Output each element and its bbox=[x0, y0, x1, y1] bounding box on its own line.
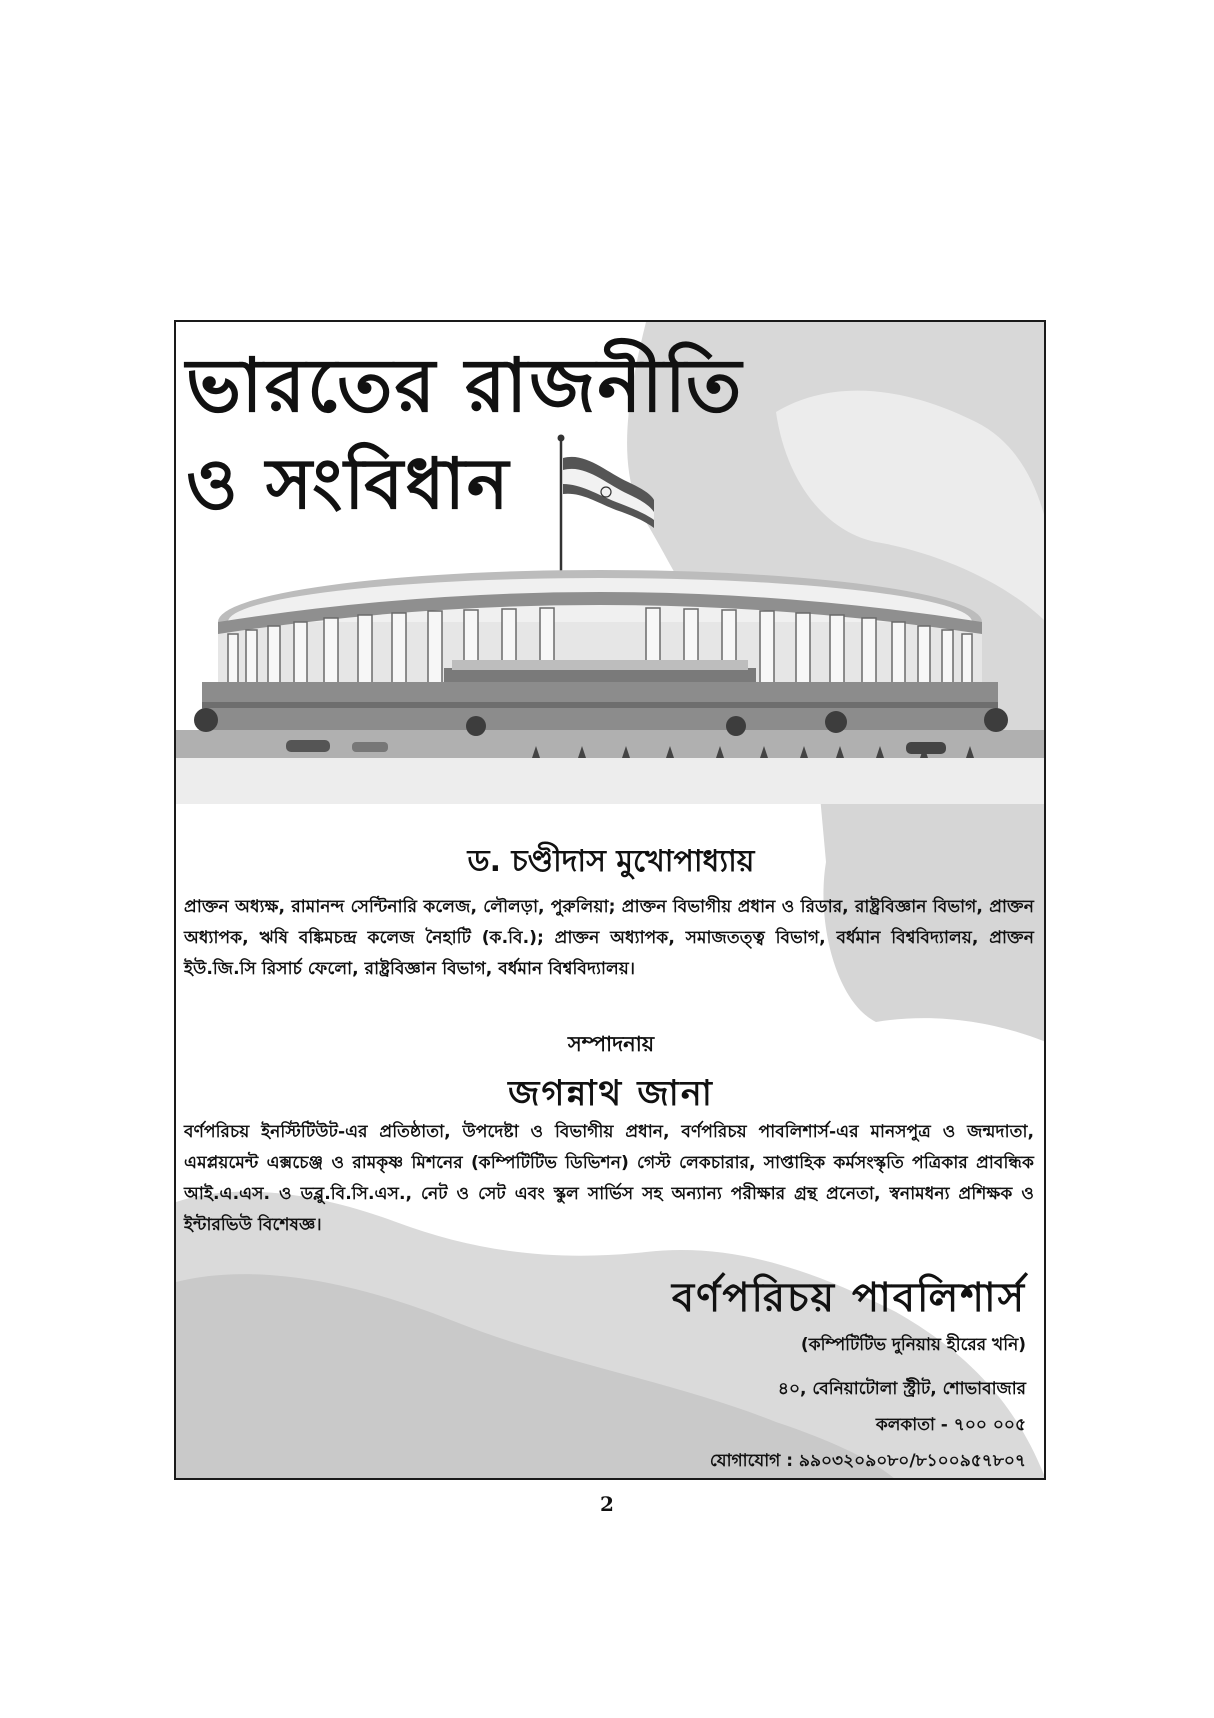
publisher-contact: যোগাযোগ : ৯৯০৩২০৯০৮০/৮১০০৯৫৭৮০৭ bbox=[709, 1451, 1026, 1471]
page-number: 2 bbox=[600, 1492, 614, 1516]
book-title-line-2: ও সংবিধান bbox=[186, 443, 511, 525]
publisher-tagline: (কম্পিটিটিভ দুনিয়ায় হীরের খনি) bbox=[800, 1335, 1026, 1355]
editor-label: সম্পাদনায় bbox=[567, 1032, 655, 1056]
editor-bio: বর্ণপরিচয় ইনস্টিটিউট-এর প্রতিষ্ঠাতা, উপদেষ্টা ও বিভাগীয় প্রধান, বর্ণপরিচয় পাবলিশার্স-এর মানসপুত্র ও জন্মদাতা, এমপ্লয়মেন্ট এক্সচেঞ্জ ও রামকৃষ্ণ মিশনের (কম্পিটিটিভ ডিভিশন) গেস্ট লেকচারার, সাপ্তাহিক কর্মসংস্কৃতি পত্রিকার প্রাবন্ধিক আই.এ.এস. ও ডব্লু.বি.সি.এস., নেট ও সেট এবং স্কুল সার্ভিস সহ অন্যান্য পরীক্ষার গ্রন্থ প্রনেতা, স্বনামধন্য প্রশিক্ষক ও ইন্টারভিউ বিশেষজ্ঞ। bbox=[184, 1122, 1034, 1235]
book-cover-frame bbox=[174, 320, 1046, 1480]
publisher-city: কলকাতা - ৭০০ ০০৫ bbox=[875, 1415, 1026, 1435]
author-name: ড. চণ্ডীদাস মুখোপাধ্যায় bbox=[467, 844, 755, 879]
parliament-building-image bbox=[176, 570, 1046, 804]
editor-name: জগন্নাথ জানা bbox=[508, 1074, 714, 1114]
author-bio: প্রাক্তন অধ্যক্ষ, রামানন্দ সেন্টিনারি কলেজ, লৌলড়া, পুরুলিয়া; প্রাক্তন বিভাগীয় প্রধান ও রিডার, রাষ্ট্রবিজ্ঞান বিভাগ, প্রাক্তন অধ্যাপক, ঋষি বঙ্কিমচন্দ্র কলেজ নৈহাটি (ক.বি.); প্রাক্তন অধ্যাপক, সমাজতত্ত্ব বিভাগ, বর্ধমান বিশ্ববিদ্যালয়, প্রাক্তন ইউ.জি.সি রিসার্চ ফেলো, রাষ্ট্রবিজ্ঞান বিভাগ, বর্ধমান বিশ্ববিদ্যালয়। bbox=[184, 897, 1034, 979]
book-title-line-1: ভারতের রাজনীতি bbox=[186, 343, 744, 429]
publisher-address: ৪০, বেনিয়াটোলা স্ট্রীট, শোভাবাজার bbox=[777, 1379, 1026, 1399]
publisher-name: বর্ণপরিচয় পাবলিশার্স bbox=[671, 1275, 1026, 1321]
